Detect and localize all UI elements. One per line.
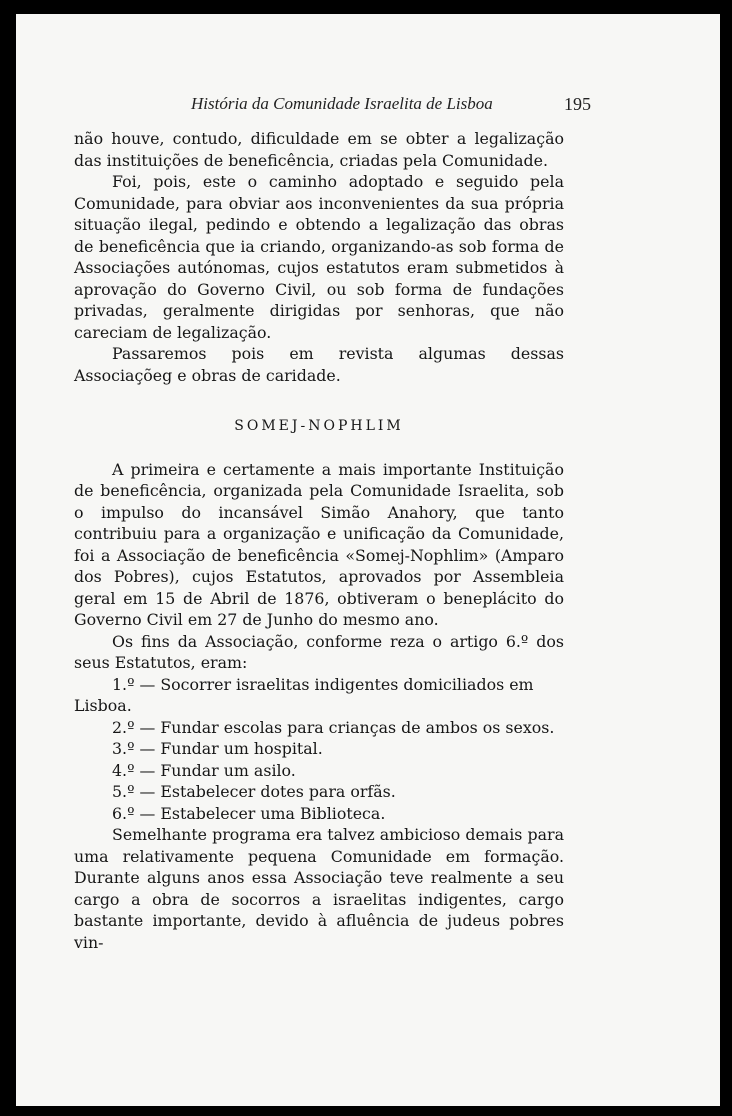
running-header <box>191 94 591 118</box>
section-heading: SOMEJ-NOPHLIM <box>234 418 404 434</box>
running-title: História da Comunidade Israelita de Lisboa <box>191 94 493 113</box>
list-item: 5.º — Estabelecer dotes para orfãs. <box>112 782 396 801</box>
body-text <box>74 128 564 953</box>
list-item: 1.º — Socorrer israelitas indigentes domiciliados em Lisboa. <box>74 674 534 715</box>
paragraph: Semelhante programa era talvez ambicioso demais para uma relativamente pequena Comunidade em formação. Durante alguns anos essa Associação teve realmente a seu cargo a obra de socorros a israelitas indigentes, cargo bastante importante, devido à afluência de judeus pobres vin- <box>74 825 564 952</box>
paragraph: Os fins da Associação, conforme reza o artigo 6.º dos seus Estatutos, eram: <box>74 631 564 672</box>
list-item: 6.º — Estabelecer uma Biblioteca. <box>112 803 386 823</box>
page-number: 195 <box>564 94 591 114</box>
aims-list <box>74 674 564 825</box>
paragraph: Foi, pois, este o caminho adoptado e seguido pela Comunidade, para obviar aos inconvenientes da sua própria situação ilegal, pedindo e obtendo a legalização das obras de beneficência que ia criando, organizando-as sob forma de Associações autónomas, cujos estatutos eram submetidos à aprovação do Governo Civil, ou sob forma de fundações privadas, geralmente dirigidas por senhoras, que não careciam de legalização. <box>74 172 564 342</box>
list-item: 4.º — Fundar um asilo. <box>112 760 296 780</box>
list-item: 3.º — Fundar um hospital. <box>112 739 323 758</box>
paragraph: Passaremos pois em revista algumas dessas Associaçõeg e obras de caridade. <box>74 344 564 385</box>
list-item: 2.º — Fundar escolas para crianças de ambos os sexos. <box>112 717 555 737</box>
paragraph: não houve, contudo, dificuldade em se obter a legalização das instituições de beneficência, criadas pela Comunidade. <box>74 129 564 170</box>
paragraph: A primeira e certamente a mais importante Instituição de beneficência, organizada pela Comunidade Israelita, sob o impulso do incansável Simão Anahory, que tanto contribuiu para a organização e unificação da Comunidade, foi a Associação de beneficência «Somej-Nophlim» (Amparo dos Pobres), cujos Estatutos, aprovados por Assembleia geral em 15 de Abril de 1876, obtiveram o beneplácito do Governo Civil em 27 de Junho do mesmo ano. <box>74 459 564 629</box>
